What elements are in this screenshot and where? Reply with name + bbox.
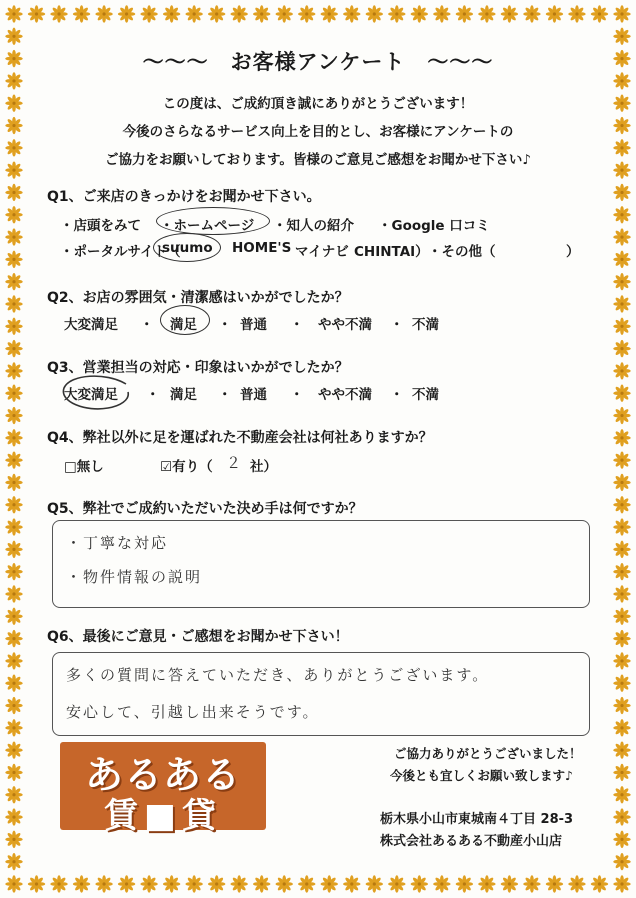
border-flower [5, 741, 22, 758]
border-flower [163, 5, 180, 22]
border-flower [5, 808, 22, 825]
border-flower [613, 630, 630, 647]
border-flower [5, 318, 22, 335]
border-flower [5, 228, 22, 245]
border-flower [411, 875, 428, 892]
border-flower [5, 407, 22, 424]
border-flower [5, 831, 22, 848]
border-flower [501, 875, 518, 892]
border-flower [321, 5, 338, 22]
intro-line: ご協力をお願いしております。皆様のご意見ご感想をお聞かせ下さい♪ [104, 152, 532, 168]
border-flower [613, 340, 630, 357]
q4-yes-checkbox[interactable]: ☑有り（ [160, 459, 213, 475]
border-flower [613, 206, 630, 223]
border-flower [456, 5, 473, 22]
border-flower [613, 541, 630, 558]
border-flower [478, 5, 495, 22]
border-flower [185, 5, 202, 22]
border-flower [613, 362, 630, 379]
q5-answer-line: ・丁寧な対応 [66, 534, 169, 552]
question-2: Q2、お店の雰囲気・清潔感はいかがでしたか？ [47, 290, 349, 306]
border-flower [501, 5, 518, 22]
border-flower [73, 5, 90, 22]
q3-separator: ・ [218, 387, 232, 403]
question-3: Q3、営業担当の対応・印象はいかがでしたか？ [47, 360, 349, 376]
border-flower [5, 184, 22, 201]
border-flower [613, 318, 630, 335]
q3-dissatisfied: 不満 [412, 387, 439, 403]
q1-option-google-review: ・Google 口コミ [378, 218, 490, 234]
border-flower [456, 875, 473, 892]
border-flower [5, 585, 22, 602]
q1-option-mynavi: マイナビ [295, 244, 349, 260]
border-flower [5, 675, 22, 692]
border-flower [5, 28, 22, 45]
q2-separator: ・ [390, 317, 404, 333]
border-flower [366, 875, 383, 892]
border-flower [613, 719, 630, 736]
border-flower [613, 474, 630, 491]
border-flower [613, 675, 630, 692]
q5-answer-line: ・物件情報の説明 [66, 568, 203, 586]
q1-option-suumo: suumo [162, 240, 213, 256]
q4-none-checkbox[interactable]: □無し [64, 459, 104, 475]
border-flower [568, 875, 585, 892]
border-flower [276, 875, 293, 892]
border-flower [5, 786, 22, 803]
company-logo [60, 742, 266, 836]
border-flower [253, 5, 270, 22]
border-flower [613, 5, 630, 22]
border-flower [28, 875, 45, 892]
q2-separator: ・ [290, 317, 304, 333]
border-flower [613, 875, 630, 892]
border-flower [230, 875, 247, 892]
border-flower [5, 764, 22, 781]
border-flower [5, 474, 22, 491]
border-flower [613, 273, 630, 290]
border-flower [73, 875, 90, 892]
border-flower [568, 5, 585, 22]
border-flower [50, 5, 67, 22]
border-flower [5, 496, 22, 513]
border-flower [546, 875, 563, 892]
q4-suffix: 社） [250, 459, 277, 475]
border-flower [613, 652, 630, 669]
border-flower [613, 831, 630, 848]
border-flower [5, 385, 22, 402]
border-flower [613, 808, 630, 825]
q1-option-storefront: ・店頭をみて [60, 218, 141, 234]
selection-circle [156, 207, 270, 235]
q3-separator: ・ [290, 387, 304, 403]
logo-line2: 賃■貸 [103, 796, 223, 836]
border-flower [613, 385, 630, 402]
question-4: Q4、弊社以外に足を運ばれた不動産会社は何社ありますか？ [47, 430, 433, 446]
q2-dissatisfied: 不満 [412, 317, 439, 333]
border-flower [591, 5, 608, 22]
border-flower [5, 875, 22, 892]
border-flower [5, 206, 22, 223]
border-flower [411, 5, 428, 22]
logo-line1: あるある [84, 753, 241, 797]
border-flower [5, 251, 22, 268]
border-flower [50, 875, 67, 892]
border-flower [613, 764, 630, 781]
border-flower [5, 563, 22, 580]
border-flower [208, 5, 225, 22]
q2-neutral: 普通 [240, 317, 267, 333]
border-flower [163, 875, 180, 892]
intro-text [0, 90, 636, 174]
border-flower [5, 295, 22, 312]
border-flower [613, 563, 630, 580]
q1-option-portal: ・ポータルサイト（ [60, 244, 181, 260]
border-flower [613, 429, 630, 446]
question-1: Q1、ご来店のきっかけをお聞かせ下さい。 [47, 189, 321, 205]
q2-somewhat-dissatisfied: やや不満 [318, 317, 372, 333]
border-flower [613, 251, 630, 268]
intro-line: 今後のさらなるサービス向上を目的とし、お客様にアンケートの [122, 124, 514, 140]
border-flower [5, 697, 22, 714]
border-flower [433, 5, 450, 22]
border-flower [298, 5, 315, 22]
selection-circle [160, 305, 210, 335]
border-flower [591, 875, 608, 892]
border-flower [433, 875, 450, 892]
border-flower [613, 741, 630, 758]
intro-line: この度は、ご成約頂き誠にありがとうございます！ [162, 96, 474, 112]
q6-answer-line: 安心して、引越し出来そうです。 [66, 703, 320, 721]
border-flower [613, 518, 630, 535]
closing-message: 今後とも宜しくお願い致します♪ [390, 768, 573, 783]
q2-separator: ・ [218, 317, 232, 333]
border-flower [118, 5, 135, 22]
border-flower [613, 697, 630, 714]
q1-option-other-close: ） [566, 244, 580, 260]
border-flower [321, 875, 338, 892]
selection-circle [153, 233, 221, 262]
selection-circle [56, 370, 136, 416]
border-flower [523, 5, 540, 22]
border-flower [343, 5, 360, 22]
border-flower [343, 875, 360, 892]
border-flower [613, 608, 630, 625]
border-flower [5, 429, 22, 446]
border-flower [523, 875, 540, 892]
border-flower [5, 652, 22, 669]
q1-option-referral: ・知人の紹介 [273, 218, 354, 234]
border-flower [613, 407, 630, 424]
q3-very-satisfied: 大変満足 [64, 387, 118, 403]
border-flower [388, 5, 405, 22]
company-name: 株式会社あるある不動産小山店 [380, 834, 563, 849]
border-flower [546, 5, 563, 22]
border-flower [5, 5, 22, 22]
border-flower [613, 184, 630, 201]
q1-option-homepage: ・ホームページ [160, 218, 255, 234]
border-flower [613, 496, 630, 513]
border-flower [95, 875, 112, 892]
q2-very-satisfied: 大変満足 [64, 317, 118, 333]
q2-satisfied: 満足 [170, 317, 197, 333]
q4-count-handwritten: ２ [226, 454, 244, 472]
border-flower [253, 875, 270, 892]
border-flower [95, 5, 112, 22]
border-flower [276, 5, 293, 22]
q3-separator: ・ [146, 387, 160, 403]
q3-somewhat-dissatisfied: やや不満 [318, 387, 372, 403]
question-5: Q5、弊社でご成約いただいた決め手は何ですか？ [47, 501, 363, 517]
border-flower [613, 853, 630, 870]
border-flower [5, 451, 22, 468]
border-flower [208, 875, 225, 892]
border-flower [140, 5, 157, 22]
border-flower [613, 28, 630, 45]
border-flower [613, 295, 630, 312]
border-flower [613, 228, 630, 245]
thanks-message: ご協力ありがとうございました！ [394, 746, 582, 761]
border-flower [5, 541, 22, 558]
border-flower [478, 875, 495, 892]
q1-option-other: ・その他（ [428, 244, 496, 260]
q3-separator: ・ [390, 387, 404, 403]
q6-answer-line: 多くの質問に答えていただき、ありがとうございます。 [66, 666, 490, 684]
border-flower [5, 362, 22, 379]
border-flower [388, 875, 405, 892]
border-flower [5, 340, 22, 357]
border-flower [5, 853, 22, 870]
q3-satisfied: 満足 [170, 387, 197, 403]
question-6: Q6、最後にご意見・ご感想をお聞かせ下さい！ [47, 629, 349, 645]
q1-option-chintai: CHINTAI） [354, 244, 429, 260]
q2-separator: ・ [140, 317, 154, 333]
border-flower [613, 451, 630, 468]
border-flower [118, 875, 135, 892]
border-flower [5, 630, 22, 647]
border-flower [298, 875, 315, 892]
border-flower [613, 585, 630, 602]
border-flower [185, 875, 202, 892]
border-flower [5, 608, 22, 625]
border-flower [5, 518, 22, 535]
border-flower [230, 5, 247, 22]
border-flower [366, 5, 383, 22]
border-flower [140, 875, 157, 892]
border-flower [5, 273, 22, 290]
company-address: 栃木県小山市東城南４丁目 28-3 [380, 812, 574, 827]
page-title: ～～～ お客様アンケート ～～～ [142, 50, 494, 74]
border-flower [5, 719, 22, 736]
q1-option-homes: HOME'S [232, 240, 292, 256]
q3-neutral: 普通 [240, 387, 267, 403]
border-flower [28, 5, 45, 22]
border-flower [613, 786, 630, 803]
